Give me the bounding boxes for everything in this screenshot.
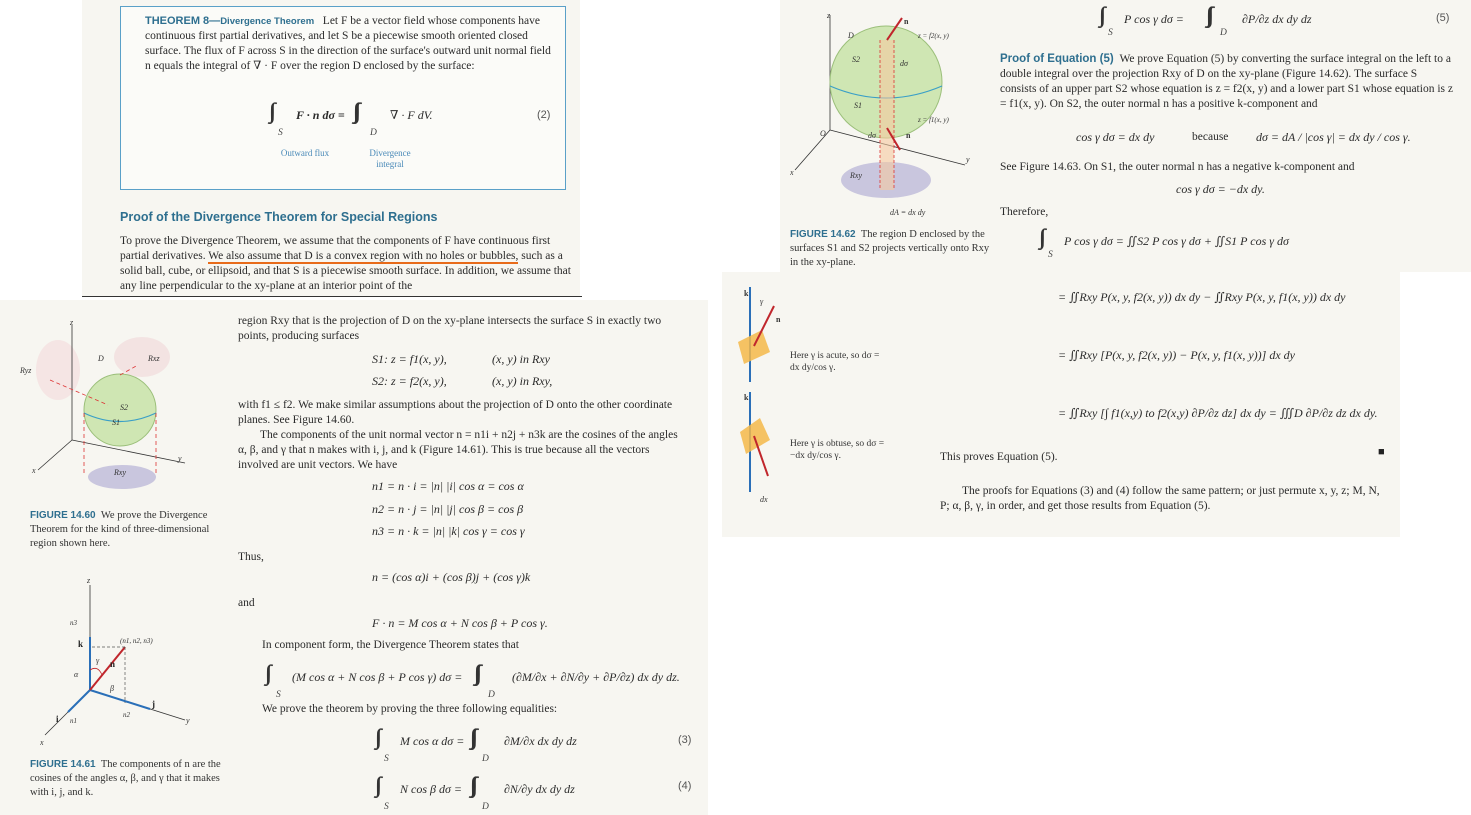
t1-eq: P cos γ dσ = ∬S2 P cos γ dσ + ∬S1 P cos γ dσ: [1064, 234, 1289, 248]
page-divider: [82, 296, 582, 297]
fig62-label: FIGURE 14.62: [790, 229, 856, 240]
div-left: (M cos α + N cos β + P cos γ) dσ =: [292, 670, 463, 684]
label-k-top: k: [744, 289, 749, 298]
eq5: S P cos γ dσ = D ∂P/∂z dx dy dz: [1108, 12, 1312, 38]
see-text: See Figure 14.63. On S1, the outer normal n has a negative k-component and: [1000, 161, 1355, 173]
t1-line: S P cos γ dσ = ∬S2 P cos γ dσ + ∬S1 P cos γ dσ: [1048, 234, 1289, 260]
label-y: y: [966, 155, 970, 164]
label-z: z: [87, 576, 91, 585]
proof5-label: Proof of Equation (5): [1000, 53, 1114, 65]
theorem-eq-right: ∇ · F dV.: [390, 108, 433, 122]
theorem-subtitle: Divergence Theorem: [220, 16, 315, 27]
page2-p3: The components of the unit normal vector n = n1i + n2j + n3k are the cosines of the angles α, β, and γ that n makes with i, j, and k (Figure 14.61). This is true because all the vectors involved are unit vectors. We have: [238, 429, 678, 471]
fig63-obtuse-caption: Here γ is obtuse, so dσ = −dx dy/cos γ.: [790, 439, 885, 461]
cos-eq: cos γ dσ = dx dy: [1076, 130, 1155, 144]
thus-text: Thus,: [238, 551, 264, 563]
i-vector: [68, 690, 90, 712]
fn-eq: F · n = M cos α + N cos β + P cos γ.: [372, 616, 548, 630]
eq4-num: (4): [678, 780, 692, 792]
column: [880, 40, 894, 190]
label-S1: S1: [112, 418, 120, 427]
page2-p1: region Rxy that is the projection of D on the xy-plane intersects the surface S in exactly two points, producing surfaces: [238, 315, 662, 342]
page2-p2: with f1 ≤ f2. We make similar assumptions about the projection of D onto the other coordinate planes. See Figure 14.60.: [238, 399, 673, 426]
label-dsigma-bottom: dσ: [868, 131, 876, 140]
theorem-eq-left: F · n dσ =: [296, 108, 345, 122]
div-right: (∂M/∂x + ∂N/∂y + ∂P/∂z) dx dy dz.: [512, 670, 680, 684]
label-n-bottom: n: [906, 131, 911, 140]
eq4-left: N cos β dσ =: [400, 782, 462, 796]
angle-arc: [90, 668, 102, 675]
label-Rxy: Rxy: [850, 171, 862, 180]
prove-text: We prove the theorem by proving the three following equalities:: [262, 703, 558, 715]
fig63-acute-caption: Here γ is acute, so dσ = dx dy/cos γ.: [790, 351, 880, 373]
label-j: j: [152, 699, 155, 709]
eq5-right: ∂P/∂z dx dy dz: [1242, 12, 1312, 26]
t2-eq: = ∬Rxy P(x, y, f2(x, y)) dx dy − ∬Rxy P(x, y, f1(x, y)) dx dy: [1058, 290, 1346, 304]
proof-intro-underlined: We also assume that D is a convex region with no holes or bubbles,: [208, 250, 519, 262]
label-dx: dx: [760, 495, 768, 504]
dsigma-eq: dσ = dA / |cos γ| = dx dy / cos γ.: [1256, 130, 1411, 144]
label-n1n2n3: (n1, n2, n3): [120, 637, 153, 645]
label-n-top: n: [904, 17, 909, 26]
s2-eq: S2: z = f2(x, y),: [372, 374, 447, 388]
label-alpha: α: [74, 670, 79, 679]
eq3-right: ∂M/∂x dx dy dz: [504, 734, 577, 748]
sub-S: S: [278, 128, 283, 138]
label-gamma: γ: [96, 656, 100, 665]
label-z2: z = f2(x, y): [918, 32, 949, 40]
n3-eq: n3 = n · k = |n| |k| cos γ = cos γ: [372, 524, 525, 538]
label-n1: n1: [70, 717, 77, 725]
proves-text: This proves Equation (5).: [940, 451, 1058, 463]
proof5-text: We prove Equation (5) by converting the surface integral on the left to a double integral over the projection Rxy of D on the xy-plane (Figure 14.62). The surface S consists of an upper part S2 whose equation is z = f2(x, y) and a lower part S1 whose equation is z = f1(x, y). On S2, the outer normal n has a positive k-component and: [1000, 53, 1453, 110]
fig61-caption-text: The components of n are the cosines of the angles α, β, and γ that it makes with i, j, and k.: [30, 759, 221, 798]
comp-text: In component form, the Divergence Theorem states that: [262, 639, 519, 651]
n-eq: n = (cos α)i + (cos β)j + (cos γ)k: [372, 570, 531, 584]
label-x: x: [40, 738, 44, 747]
and-text: and: [238, 597, 255, 609]
label-x: x: [790, 168, 794, 177]
proof-heading: Proof of the Divergence Theorem for Special Regions: [120, 210, 438, 224]
figure-14-61: [40, 575, 220, 750]
t4-eq: = ∬Rxy [∫ f1(x,y) to f2(x,y) ∂P/∂z dz] dx dy = ∭D ∂P/∂z dz dx dy.: [1058, 406, 1378, 420]
label-k: k: [78, 639, 84, 649]
label-O: O: [820, 129, 826, 138]
x-axis: [38, 440, 72, 470]
fig61-label: FIGURE 14.61: [30, 759, 96, 770]
eq5-left: P cos γ dσ =: [1124, 12, 1184, 26]
figure-14-60: [20, 315, 230, 515]
label-y: y: [178, 454, 182, 463]
fig62-caption-text: The region D enclosed by the surfaces S1 and S2 projects vertically onto Rxy in the xy-plane.: [790, 229, 990, 268]
label-k-bottom: k: [744, 393, 749, 402]
t3-eq: = ∬Rxy [P(x, y, f2(x, y)) − P(x, y, f1(x, y))] dx dy: [1058, 348, 1295, 362]
label-dA: dA = dx dy: [890, 208, 926, 217]
theorem-equation: [270, 98, 570, 138]
label-i: i: [56, 714, 59, 724]
label-n3: n3: [70, 619, 77, 627]
ryz-disc: [36, 340, 80, 400]
label-Rxz: Rxz: [148, 354, 160, 363]
theorem-text: [145, 14, 553, 74]
s1-eq: S1: z = f1(x, y),: [372, 352, 447, 366]
label-S2: S2: [120, 403, 128, 412]
proof-intro-a: To prove the Divergence Theorem, we assume that the components of F have continuous first partial derivatives.: [120, 235, 551, 262]
theorem-statement: Let F be a vector field whose components have continuous first partial derivatives, and let S be a piecewise smooth oriented closed surface. The flux of F across S in the direction of the surface's outward unit normal field n equals the integral of ∇ · F over the region D enclosed by the surface:: [145, 15, 551, 72]
label-x: x: [32, 466, 36, 475]
label-gamma-top: γ: [760, 297, 764, 306]
label-n2: n2: [123, 711, 130, 719]
div-component-eq: S (M cos α + N cos β + P cos γ) dσ = D (∂M/∂x + ∂N/∂y + ∂P/∂z) dx dy dz.: [276, 670, 680, 700]
proof-intro-b: such as a solid ball, cube, or ellipsoid, and that S is a piecewise smooth surface. In addition, we assume that any line perpendicular to the xy-plane at an interior point of the: [120, 250, 571, 292]
label-D: D: [98, 354, 104, 363]
theorem-eq-num: (2): [537, 109, 551, 121]
rxz-disc: [114, 337, 170, 377]
fig60-caption-text: We prove the Divergence Theorem for the kind of three-dimensional region shown here.: [30, 510, 210, 549]
n1-eq: n1 = n · i = |n| |i| cos α = cos α: [372, 479, 524, 493]
final-paragraph: The proofs for Equations (3) and (4) follow the same pattern; or just permute x, y, z; M, N, P; α, β, γ, in order, and get those results from Equation (5).: [940, 485, 1380, 512]
fig60-caption: [30, 509, 230, 551]
label-dsigma-top: dσ: [900, 59, 908, 68]
label-n-top: n: [776, 315, 781, 324]
figure-14-62: [790, 10, 990, 220]
label-z1: z = f1(x, y): [918, 116, 949, 124]
outward-flux-label: Outward flux: [280, 148, 330, 158]
label-S1: S1: [854, 101, 862, 110]
sub-D: D: [370, 128, 377, 138]
s1-domain: (x, y) in Rxy: [492, 352, 550, 366]
label-z: z: [70, 318, 74, 327]
fig60-label: FIGURE 14.60: [30, 510, 96, 521]
qed-mark: ■: [1378, 446, 1385, 458]
eq3-num: (3): [678, 734, 692, 746]
label-Rxy: Rxy: [114, 468, 126, 477]
label-z: z: [827, 11, 831, 20]
patch-acute: [738, 330, 770, 364]
label-S2: S2: [852, 55, 860, 64]
label-D: D: [848, 31, 854, 40]
eq5-num: (5): [1436, 12, 1450, 24]
eq4: S N cos β dσ = D ∂N/∂y dx dy dz: [384, 782, 575, 812]
because-text: because: [1192, 131, 1229, 143]
eq3: S M cos α dσ = D ∂M/∂x dx dy dz: [384, 734, 577, 764]
label-beta: β: [110, 684, 114, 693]
figure-14-63: [730, 282, 790, 522]
theorem-title: THEOREM 8—: [145, 15, 221, 27]
label-n: n: [110, 659, 116, 669]
eq3-left: M cos α dσ =: [400, 734, 465, 748]
proof5-paragraph: [1000, 52, 1455, 112]
fig61-caption: [30, 758, 230, 800]
divergence-integral-label: Divergence integral: [369, 148, 411, 169]
n2-eq: n2 = n · j = |n| |j| cos β = cos β: [372, 502, 524, 516]
j-vector: [90, 690, 150, 709]
neg-eq: cos γ dσ = −dx dy.: [1176, 182, 1265, 196]
label-y: y: [186, 716, 190, 725]
label-Ryz: Ryz: [20, 366, 32, 375]
eq4-right: ∂N/∂y dx dy dz: [504, 782, 575, 796]
fig62-caption: [790, 228, 990, 270]
s2-domain: (x, y) in Rxy,: [492, 374, 553, 388]
therefore-text: Therefore,: [1000, 206, 1049, 218]
proof-intro: [120, 234, 572, 294]
